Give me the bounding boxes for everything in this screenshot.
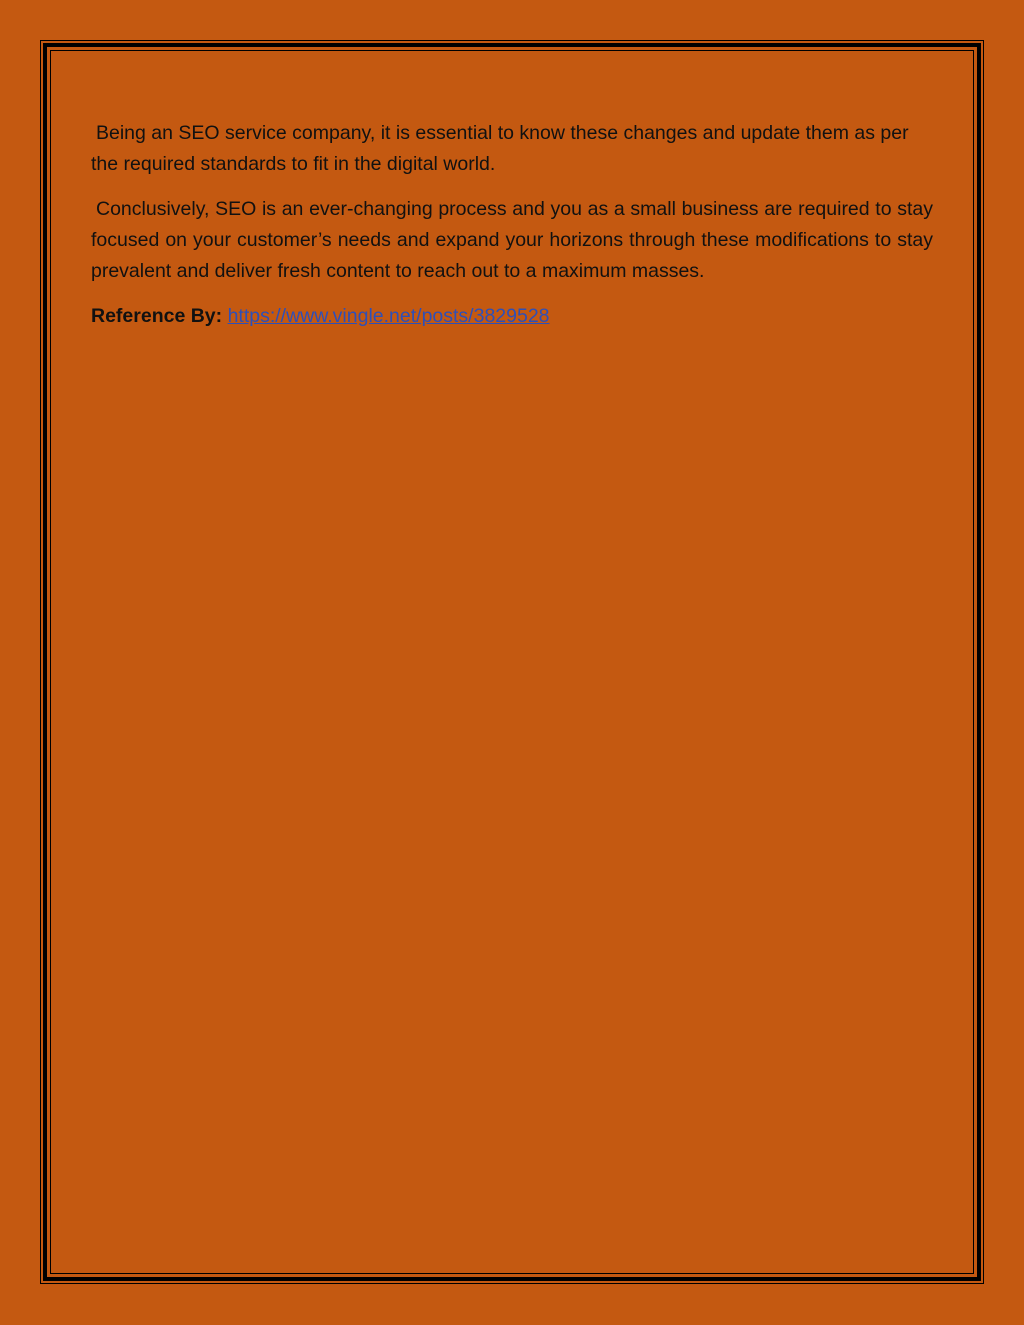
paragraph-seo-service: Being an SEO service company, it is essential to know these changes and update them as per the required standards to fit in the digital world. [91,122,909,175]
reference-label: Reference By: [91,305,223,327]
document-body [91,118,933,332]
paragraph-conclusion: Conclusively, SEO is an ever-changing process and you as a small business are required to stay focused on your customer’s needs and expand your horizons through these modifications to stay prevalent and deliver fresh content to reach out to a maximum masses. [91,198,933,282]
reference-line [91,301,933,332]
reference-link[interactable]: https://www.vingle.net/posts/3829528 [227,305,550,327]
